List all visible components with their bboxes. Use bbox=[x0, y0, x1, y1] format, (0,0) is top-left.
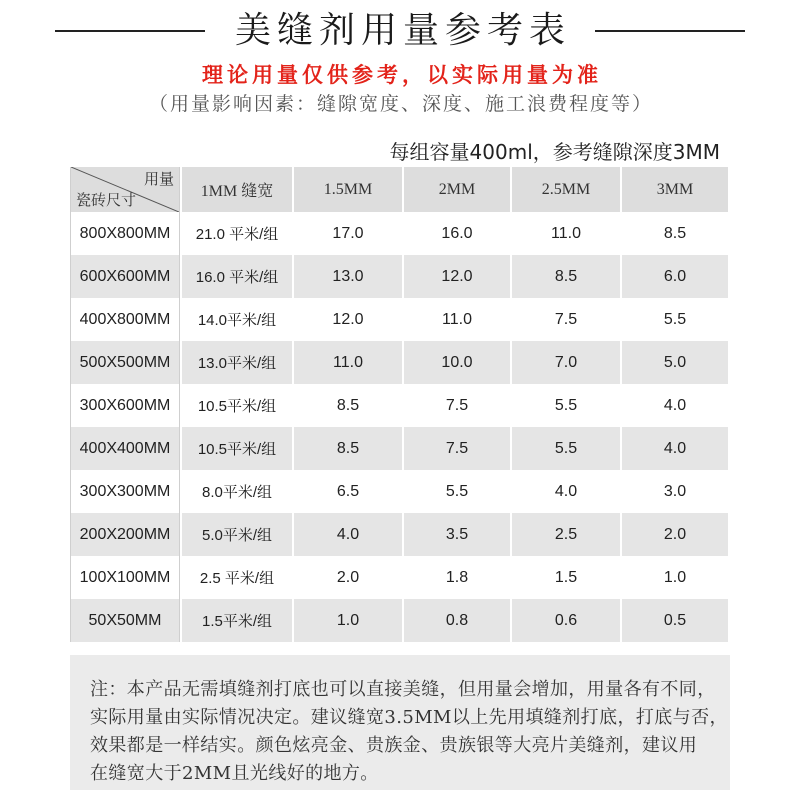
coverage-2mm-cell: 3.5 bbox=[402, 513, 510, 556]
table-row bbox=[70, 427, 728, 470]
usage-disclaimer: 理论用量仅供参考，以实际用量为准 bbox=[202, 63, 602, 87]
corner-label-usage: 用量 bbox=[143, 170, 174, 188]
coverage-3mm-cell: 0.5 bbox=[620, 599, 728, 642]
corner-label-tile-size: 瓷砖尺寸 bbox=[76, 191, 137, 209]
title-rule-right bbox=[595, 30, 745, 32]
tile-size-cell: 300X600MM bbox=[70, 384, 180, 427]
coverage-1mm-cell: 21.0 平米/组 bbox=[180, 212, 292, 255]
coverage-2-5mm-cell: 7.5 bbox=[510, 298, 620, 341]
header-3mm-gap: 3MM bbox=[620, 167, 728, 212]
title-rule-left bbox=[55, 30, 205, 32]
coverage-3mm-cell: 4.0 bbox=[620, 384, 728, 427]
coverage-2mm-cell: 16.0 bbox=[402, 212, 510, 255]
coverage-1-5mm-cell: 6.5 bbox=[292, 470, 402, 513]
table-row bbox=[70, 212, 728, 255]
coverage-1-5mm-cell: 12.0 bbox=[292, 298, 402, 341]
coverage-1-5mm-cell: 4.0 bbox=[292, 513, 402, 556]
coverage-2-5mm-cell: 5.5 bbox=[510, 427, 620, 470]
coverage-2-5mm-cell: 8.5 bbox=[510, 255, 620, 298]
coverage-2mm-cell: 1.8 bbox=[402, 556, 510, 599]
coverage-1mm-cell: 16.0 平米/组 bbox=[180, 255, 292, 298]
table-row bbox=[70, 255, 728, 298]
tile-size-cell: 400X800MM bbox=[70, 298, 180, 341]
coverage-1-5mm-cell: 13.0 bbox=[292, 255, 402, 298]
tile-size-cell: 300X300MM bbox=[70, 470, 180, 513]
coverage-1mm-cell: 10.5平米/组 bbox=[180, 427, 292, 470]
coverage-3mm-cell: 1.0 bbox=[620, 556, 728, 599]
tile-size-cell: 100X100MM bbox=[70, 556, 180, 599]
coverage-2mm-cell: 7.5 bbox=[402, 384, 510, 427]
coverage-1mm-cell: 1.5平米/组 bbox=[180, 599, 292, 642]
tile-size-cell: 800X800MM bbox=[70, 212, 180, 255]
coverage-2-5mm-cell: 2.5 bbox=[510, 513, 620, 556]
title-bar bbox=[0, 0, 800, 60]
table-header-row bbox=[70, 167, 728, 212]
coverage-2mm-cell: 5.5 bbox=[402, 470, 510, 513]
coverage-1mm-cell: 10.5平米/组 bbox=[180, 384, 292, 427]
note-line: 注：本产品无需填缝剂打底也可以直接美缝，但用量会增加，用量各有不同， bbox=[90, 679, 716, 700]
coverage-2-5mm-cell: 5.5 bbox=[510, 384, 620, 427]
capacity-info: 每组容量400ml，参考缝隙深度3MM bbox=[389, 140, 720, 164]
coverage-1-5mm-cell: 8.5 bbox=[292, 384, 402, 427]
coverage-2-5mm-cell: 4.0 bbox=[510, 470, 620, 513]
header-1mm-gap: 1MM 缝宽 bbox=[180, 167, 292, 212]
table-row bbox=[70, 470, 728, 513]
usage-factors-text: （用量影响因素：缝隙宽度、深度、施工浪费程度等） bbox=[148, 93, 653, 115]
coverage-2-5mm-cell: 0.6 bbox=[510, 599, 620, 642]
coverage-2mm-cell: 10.0 bbox=[402, 341, 510, 384]
header-2-5mm-gap: 2.5MM bbox=[510, 167, 620, 212]
coverage-1mm-cell: 5.0平米/组 bbox=[180, 513, 292, 556]
note-line: 在缝宽大于2MM且光线好的地方。 bbox=[90, 763, 379, 784]
coverage-3mm-cell: 2.0 bbox=[620, 513, 728, 556]
coverage-1mm-cell: 13.0平米/组 bbox=[180, 341, 292, 384]
header-2mm-gap: 2MM bbox=[402, 167, 510, 212]
tile-size-cell: 50X50MM bbox=[70, 599, 180, 642]
table-row bbox=[70, 513, 728, 556]
coverage-2mm-cell: 11.0 bbox=[402, 298, 510, 341]
table-row bbox=[70, 599, 728, 642]
coverage-2-5mm-cell: 1.5 bbox=[510, 556, 620, 599]
coverage-3mm-cell: 6.0 bbox=[620, 255, 728, 298]
coverage-2-5mm-cell: 11.0 bbox=[510, 212, 620, 255]
table-row bbox=[70, 384, 728, 427]
table-row bbox=[70, 298, 728, 341]
coverage-2-5mm-cell: 7.0 bbox=[510, 341, 620, 384]
tile-size-cell: 500X500MM bbox=[70, 341, 180, 384]
note-line: 实际用量由实际情况决定。建议缝宽3.5MM以上先用填缝剂打底，打底与否， bbox=[90, 707, 728, 728]
coverage-1mm-cell: 2.5 平米/组 bbox=[180, 556, 292, 599]
coverage-2mm-cell: 12.0 bbox=[402, 255, 510, 298]
note-line: 效果都是一样结实。颜色炫亮金、贵族金、贵族银等大亮片美缝剂，建议用 bbox=[90, 735, 698, 756]
table-row bbox=[70, 556, 728, 599]
tile-size-cell: 600X600MM bbox=[70, 255, 180, 298]
coverage-1-5mm-cell: 11.0 bbox=[292, 341, 402, 384]
coverage-3mm-cell: 5.5 bbox=[620, 298, 728, 341]
coverage-1mm-cell: 8.0平米/组 bbox=[180, 470, 292, 513]
coverage-3mm-cell: 8.5 bbox=[620, 212, 728, 255]
tile-size-cell: 400X400MM bbox=[70, 427, 180, 470]
header-1-5mm-gap: 1.5MM bbox=[292, 167, 402, 212]
coverage-1-5mm-cell: 2.0 bbox=[292, 556, 402, 599]
coverage-3mm-cell: 4.0 bbox=[620, 427, 728, 470]
coverage-2mm-cell: 0.8 bbox=[402, 599, 510, 642]
coverage-1-5mm-cell: 1.0 bbox=[292, 599, 402, 642]
table-row bbox=[70, 341, 728, 384]
coverage-2mm-cell: 7.5 bbox=[402, 427, 510, 470]
coverage-1mm-cell: 14.0平米/组 bbox=[180, 298, 292, 341]
coverage-3mm-cell: 5.0 bbox=[620, 341, 728, 384]
page-title: 美缝剂用量参考表 bbox=[234, 10, 571, 51]
usage-table bbox=[70, 167, 728, 642]
note-box bbox=[70, 655, 730, 790]
coverage-1-5mm-cell: 8.5 bbox=[292, 427, 402, 470]
corner-cell bbox=[70, 167, 180, 212]
coverage-3mm-cell: 3.0 bbox=[620, 470, 728, 513]
coverage-1-5mm-cell: 17.0 bbox=[292, 212, 402, 255]
tile-size-cell: 200X200MM bbox=[70, 513, 180, 556]
